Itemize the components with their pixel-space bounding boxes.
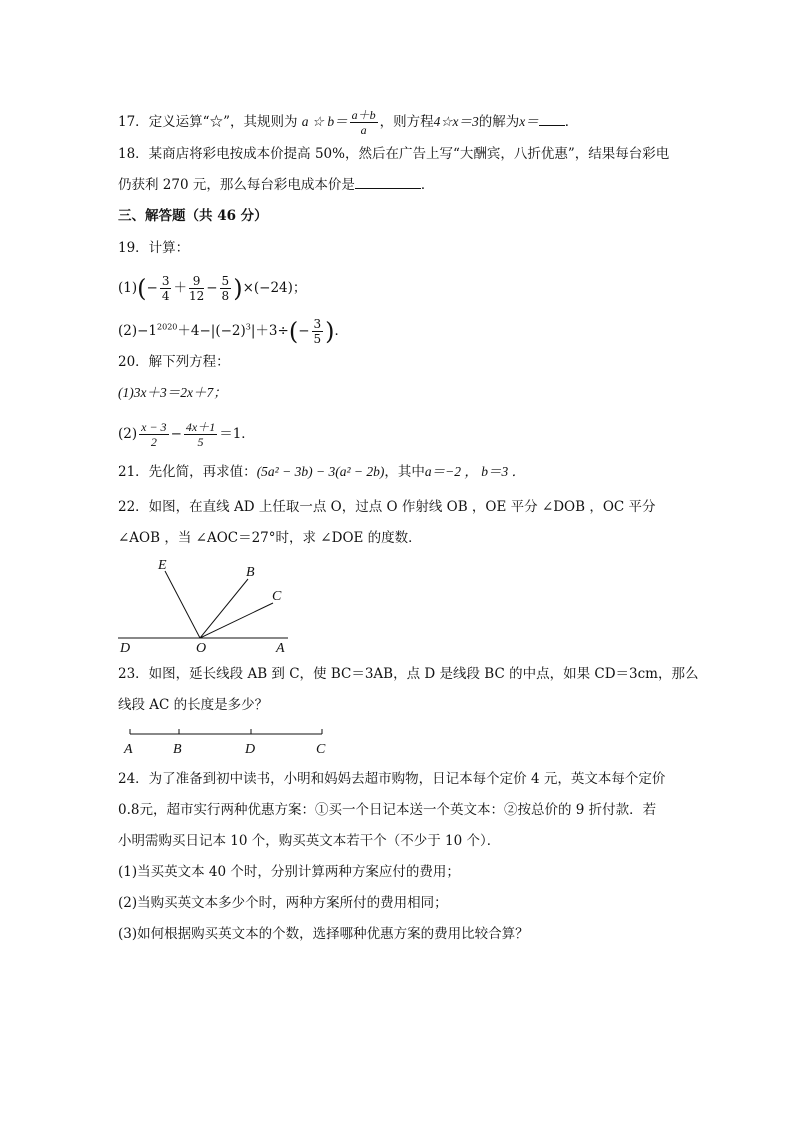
q17-number: 17． xyxy=(118,114,149,130)
q24-part1: (1)当买英文本 40 个时，分别计算两种方案应付的费用； xyxy=(118,864,460,880)
label-D: D xyxy=(245,742,256,757)
label-C: C xyxy=(316,742,326,757)
q21-condition: a＝−2 ， b＝3 ． xyxy=(424,464,526,479)
q18-text: 仍获利 270 元，那么每台彩电成本价是 xyxy=(118,177,355,193)
q21-text-b: ，其中 xyxy=(384,464,425,480)
q22-line2: ∠AOB ，当 ∠AOC＝27°时，求 ∠DOE 的度数． xyxy=(118,530,422,546)
q20-frac1 xyxy=(139,420,168,449)
angle-figure xyxy=(118,555,298,655)
q17-end: ． xyxy=(564,114,579,130)
label-O: O xyxy=(196,641,207,655)
q23-line1: 23．如图，延长线段 AB 到 C，使 BC＝3AB，点 D 是线段 BC 的中点，如果 CD＝3cm，那么 xyxy=(118,666,699,682)
q22-line1: 22．如图，在直线 AD 上任取一点 O，过点 O 作射线 OB ，OE 平分 ∠DOB ，OC 平分 xyxy=(118,499,656,515)
q19-p1-tail: ×(−24)； xyxy=(242,280,307,296)
label-C: C xyxy=(272,589,282,604)
q20-part1: (1)3x＋3＝2x＋7； xyxy=(118,385,227,400)
label-B: B xyxy=(173,742,182,757)
frac-den: 5 xyxy=(313,332,322,346)
frac-den: 5 xyxy=(197,435,204,449)
q24-part3: (3)如何根据购买英文本的个数，选择哪种优惠方案的费用比较合算？ xyxy=(118,926,529,942)
section-heading: 三、解答题（共 46 分） xyxy=(118,208,268,224)
q17-var: x＝ xyxy=(519,114,539,129)
question-21 xyxy=(118,463,525,481)
frac-num: 4x＋1 xyxy=(185,420,216,434)
segment-figure xyxy=(118,722,338,758)
q19-p2-exp: 2020 xyxy=(157,322,178,332)
paren-open: ( xyxy=(288,317,299,346)
q17-answer-blank xyxy=(539,113,565,126)
q17-expr: a ☆ b＝ xyxy=(301,114,348,129)
q19-frac1 xyxy=(160,274,172,303)
paren-open: ( xyxy=(137,274,147,303)
q17-text-b: ，则方程 xyxy=(379,114,434,130)
q19-title: 19．计算： xyxy=(118,240,190,256)
q19-frac3 xyxy=(220,274,232,303)
q19-p2-a: −1 xyxy=(137,323,158,339)
q21-text: 21．先化简，再求值： xyxy=(118,464,257,480)
q17-text-c: 的解为 xyxy=(478,114,520,130)
frac-num: 3 xyxy=(161,274,170,288)
label-A: A xyxy=(124,742,133,757)
q20-frac2 xyxy=(184,420,217,449)
q19-p2-exp2: 3 xyxy=(245,322,251,332)
frac-num: x − 3 xyxy=(141,420,167,434)
paren-close: ) xyxy=(325,317,335,346)
q17-frac-den: a xyxy=(360,123,367,137)
q19-p1-label: (1) xyxy=(118,280,138,296)
q17-equation: 4☆x＝3 xyxy=(433,114,479,129)
frac-den: 4 xyxy=(161,289,170,303)
q19-p2-end: ． xyxy=(334,323,349,339)
q24-line3: 小明需购买日记本 10 个，购买英文本若干个（不少于 10 个）． xyxy=(118,833,501,849)
q18-answer-blank xyxy=(355,176,421,189)
paren-close: ) xyxy=(233,274,243,303)
q24-line2: 0.8元，超市实行两种优惠方案：①买一个日记本送一个英文本：②按总价的 9 折付款．若 xyxy=(118,802,657,818)
q24-part2: (2)当购买英文本多少个时，两种方案所付的费用相同； xyxy=(118,895,448,911)
q18-line1: 18．某商店将彩电按成本价提高 50%，然后在广告上写“大酬宾，八折优惠”，结果每台彩电 xyxy=(118,146,670,162)
q20-p2-label: (2) xyxy=(118,426,138,442)
frac-num: 9 xyxy=(189,274,204,289)
q19-part2: $(2)-1^{2020}+4-|(-2)^3|+3\div(-$ $\frac{3}{5}$ )． xyxy=(118,317,349,346)
label-D: D xyxy=(120,641,131,655)
q24-line1: 24．为了准备到初中读书，小明和妈妈去超市购物，日记本每个定价 4 元，英文本每个定价 xyxy=(118,771,666,787)
q19-part1: (1)(− $\frac{3}{4}$ ＋ $\frac{9}{12}$ − $\frac{5}{8}$ )×(−24)； xyxy=(118,274,307,303)
label-A: A xyxy=(276,641,285,655)
label-B: B xyxy=(246,565,255,580)
q20-part2: (2) $\frac{x - 3}{2}$ − $\frac{4x+1}{5}$ ＝1． xyxy=(118,420,255,449)
q20-title: 20．解下列方程： xyxy=(118,354,230,370)
q19-p2-c: |＋3÷ xyxy=(250,323,289,339)
q18-end: ． xyxy=(420,177,435,193)
question-17 xyxy=(118,108,578,137)
label-E: E xyxy=(158,558,167,573)
ray-OE xyxy=(165,571,200,638)
q19-p2-b: ＋4−|(−2) xyxy=(177,323,246,339)
q17-text: 定义运算“☆”，其规则为 xyxy=(148,114,298,130)
q21-expression: (5a² − 3b) − 3(a² − 2b) xyxy=(256,464,385,479)
frac-num: 3 xyxy=(313,317,322,331)
frac-den: 8 xyxy=(221,289,230,303)
ray-OB xyxy=(200,579,248,638)
q19-p2-label: (2) xyxy=(118,323,138,339)
frac-num: 5 xyxy=(221,274,230,288)
q23-line2: 线段 AC 的长度是多少？ xyxy=(118,697,269,713)
frac-den: 2 xyxy=(150,435,157,449)
ray-OC xyxy=(200,603,273,638)
q20-p2-tail: ＝1． xyxy=(219,426,255,442)
q17-fraction xyxy=(350,108,378,137)
frac-den: 12 xyxy=(188,289,205,303)
q19-p2-frac xyxy=(312,317,324,346)
q17-frac-num: a＋b xyxy=(351,108,376,122)
q18-line2 xyxy=(118,176,434,194)
q19-frac2 xyxy=(189,274,204,303)
